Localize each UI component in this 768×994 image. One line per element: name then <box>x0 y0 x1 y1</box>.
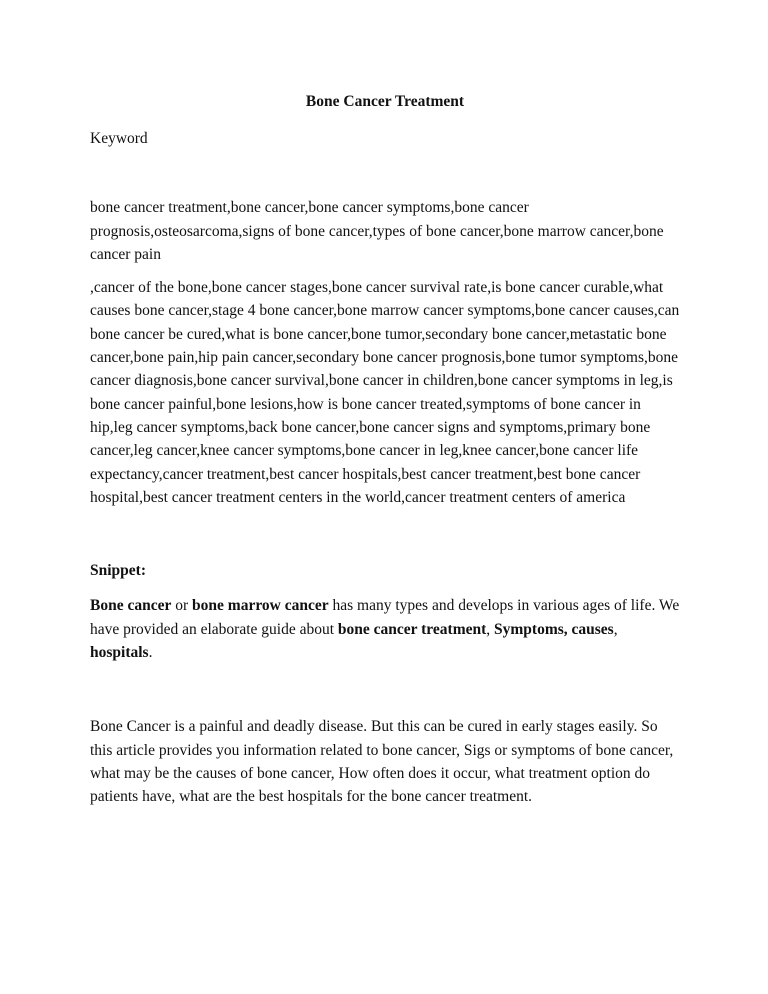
snippet-text-2: has many types and develops in various ages of life. We have provided an elaborate guide about <box>90 597 680 638</box>
snippet-text-3: , <box>486 620 495 638</box>
snippet-label: Snippet: <box>90 562 146 580</box>
snippet-paragraph <box>90 594 680 664</box>
snippet-bold-5: hospitals <box>90 644 149 662</box>
snippet-bold-1: Bone cancer <box>90 597 172 615</box>
snippet-text-4: , <box>613 620 618 638</box>
document-title: Bone Cancer Treatment <box>305 93 465 110</box>
snippet-text-1: or <box>171 597 193 615</box>
snippet-text-5: . <box>148 644 153 662</box>
keywords-paragraph-1: bone cancer treatment,bone cancer,bone cancer symptoms,bone cancer prognosis,osteosarcoma,signs of bone cancer,types of bone cancer,bone marrow cancer,bone cancer pain <box>90 199 664 263</box>
snippet-bold-3: bone cancer treatment <box>337 620 487 638</box>
document-content <box>90 90 680 819</box>
snippet-bold-4: Symptoms, causes <box>494 620 614 638</box>
keywords-paragraph-2: ,cancer of the bone,bone cancer stages,bone cancer survival rate,is bone cancer curable,what causes bone cancer,stage 4 bone cancer,bone marrow cancer symptoms,bone cancer causes,can bone cancer be cured,what is bone cancer,bone tumor,secondary bone cancer,metastatic bone cancer,bone pain,hip pain cancer,secondary bone cancer prognosis,bone tumor symptoms,bone cancer diagnosis,bone cancer survival,bone cancer in children,bone cancer symptoms in leg,is bone cancer painful,bone lesions,how is bone cancer treated,symptoms of bone cancer in hip,leg cancer symptoms,back bone cancer,bone cancer signs and symptoms,primary bone cancer,leg cancer,knee cancer symptoms,bone cancer in leg,knee cancer,bone cancer life expectancy,cancer treatment,best cancer hospitals,best cancer treatment,best bone cancer hospital,best cancer treatment centers in the world,cancer treatment centers of america <box>90 279 680 506</box>
snippet-bold-2: bone marrow cancer <box>192 597 329 615</box>
keyword-label: Keyword <box>90 130 148 147</box>
body-paragraph: Bone Cancer is a painful and deadly disease. But this can be cured in early stages easily. So this article provides you information related to bone cancer, Sigs or symptoms of bone cancer, what may be the causes of bone cancer, How often does it occur, what treatment option do patients have, what are the best hospitals for the bone cancer treatment. <box>90 718 674 806</box>
